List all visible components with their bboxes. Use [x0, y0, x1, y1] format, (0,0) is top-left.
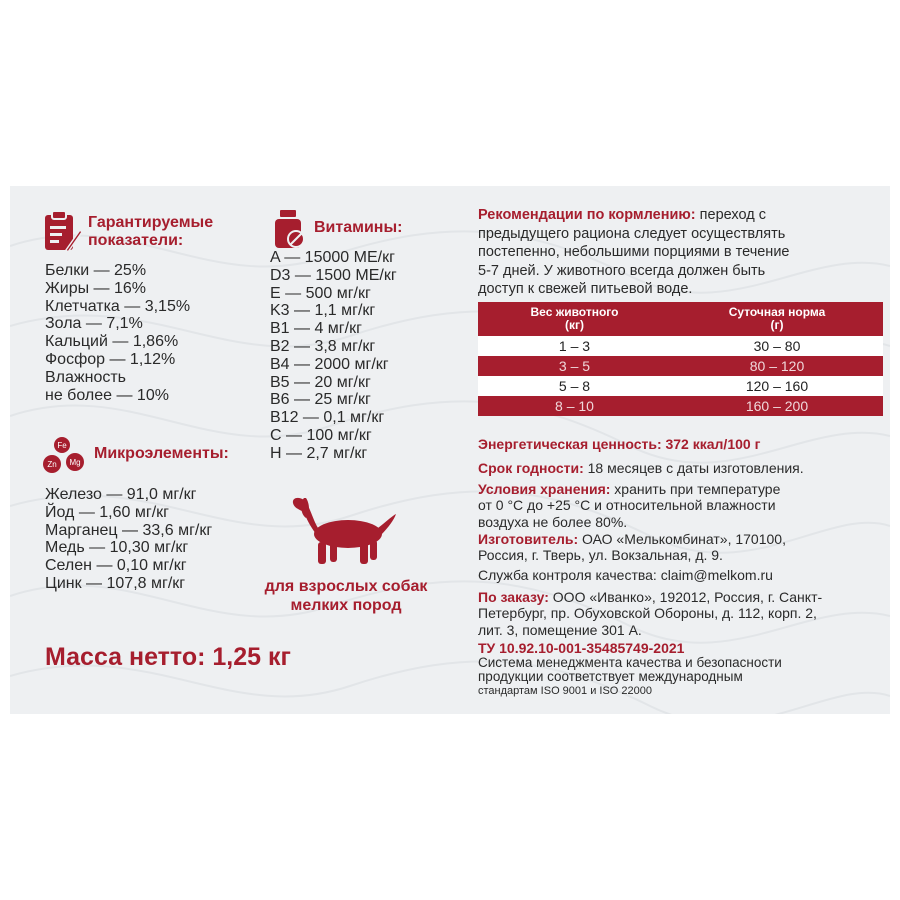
guaranteed-list — [45, 262, 190, 404]
list-item: A — 15000 МЕ/кг — [270, 249, 395, 266]
header-text: Вес животного — [530, 305, 619, 319]
system-line: стандартам ISO 9001 и ISO 22000 — [478, 685, 652, 697]
feeding-recommendations — [478, 206, 888, 299]
net-weight: Масса нетто: 1,25 кг — [45, 643, 291, 671]
vitamins-title: Витамины: — [314, 219, 403, 236]
storage-text: хранить при температуре — [614, 481, 781, 497]
order-line: Петербург, пр. Обуховской Обороны, д. 112, корп. 2, — [478, 605, 817, 622]
storage-label: Условия хранения: — [478, 481, 611, 497]
list-item: B5 — 20 мг/кг — [270, 373, 371, 391]
list-item: Кальций — 1,86% — [45, 333, 179, 351]
table-cell: 80 – 120 — [671, 356, 883, 376]
shelf-text: 18 месяцев с даты изготовления. — [587, 460, 804, 476]
clipboard-pencil-icon — [42, 210, 82, 254]
feeding-title: Рекомендации по кормлению: — [478, 207, 696, 223]
table-cell: 1 – 3 — [478, 336, 671, 356]
guaranteed-title-line: показатели: — [88, 232, 184, 249]
table-row — [478, 356, 883, 376]
list-item: B2 — 3,8 мг/кг — [270, 337, 376, 355]
storage-conditions — [478, 481, 886, 530]
list-item: Клетчатка — 3,15% — [45, 297, 191, 315]
feeding-line: предыдущего рациона следует осуществлять — [478, 225, 786, 242]
header-text: Суточная норма — [728, 305, 826, 319]
storage-line — [478, 481, 886, 497]
dog-caption-line: мелких пород — [290, 597, 402, 614]
dog-caption-line: для взрослых собак — [264, 578, 428, 595]
table-cell: 3 – 5 — [478, 356, 671, 376]
feeding-table — [478, 302, 883, 416]
list-item: Селен — 0,10 мг/кг — [45, 557, 187, 575]
order-label: По заказу: — [478, 589, 549, 605]
table-cell: 30 – 80 — [671, 336, 883, 356]
list-item: Железо — 91,0 мг/кг — [45, 486, 197, 503]
system-line: Система менеджмента качества и безопасности — [478, 655, 782, 670]
list-item: C — 100 мг/кг — [270, 426, 372, 444]
list-item: Зола — 7,1% — [45, 315, 143, 333]
list-item: K3 — 1,1 мг/кг — [270, 302, 376, 320]
table-row — [478, 376, 883, 396]
vitamin-bottle-icon — [272, 209, 308, 249]
list-item: D3 — 1500 МЕ/кг — [270, 266, 397, 284]
microelements-icon — [42, 436, 88, 476]
list-item: Йод — 1,60 мг/кг — [45, 503, 169, 521]
ordered-by — [478, 589, 822, 638]
maker-text: ОАО «Мелькомбинат», 170100, — [582, 531, 786, 547]
energy-value: Энергетическая ценность: 372 ккал/100 г — [478, 436, 761, 452]
microelements-title: Микроэлементы: — [94, 445, 229, 462]
header-unit: (г) — [770, 318, 784, 332]
list-item: Влажность — [45, 368, 127, 386]
guaranteed-title — [88, 214, 213, 250]
mg-label: Mg — [69, 458, 81, 467]
table-row — [478, 396, 883, 416]
order-text: ООО «Иванко», 192012, Россия, г. Санкт- — [552, 589, 823, 605]
order-line: лит. 3, помещение 301 А. — [478, 621, 642, 638]
list-item: не более — 10% — [45, 386, 169, 404]
vitamins-list — [270, 249, 397, 463]
table-header-row — [478, 302, 883, 336]
list-item: B12 — 0,1 мг/кг — [270, 409, 385, 427]
zn-label: Zn — [47, 460, 57, 469]
maker-label: Изготовитель: — [478, 531, 579, 547]
table-row — [478, 336, 883, 356]
list-item: H — 2,7 мг/кг — [270, 444, 368, 462]
quality-contact: Служба контроля качества: claim@melkom.ru — [478, 567, 773, 583]
feeding-line: 5-7 дней. У животного всегда должен быть — [478, 262, 766, 279]
list-item: Жиры — 16% — [45, 279, 147, 297]
list-item: B1 — 4 мг/кг — [270, 320, 362, 338]
feeding-line — [478, 206, 888, 225]
table-cell: 160 – 200 — [671, 396, 883, 416]
feeding-line: постепенно, небольшими порциями в течение — [478, 244, 790, 260]
shelf-label: Срок годности: — [478, 460, 584, 476]
maker-line: Россия, г. Тверь, ул. Вокзальная, д. 9. — [478, 547, 723, 564]
storage-line: воздуха не более 80%. — [478, 513, 628, 530]
table-cell: 5 – 8 — [478, 376, 671, 396]
list-item: Фосфор — 1,12% — [45, 350, 176, 368]
system-line: продукции соответствует международным — [478, 669, 743, 684]
dachshund-icon — [290, 488, 400, 570]
header-unit: (кг) — [565, 318, 584, 332]
guaranteed-title-line: Гарантируемые — [88, 214, 214, 231]
order-line — [478, 589, 822, 605]
maker-line — [478, 531, 786, 547]
microelements-list — [45, 486, 212, 593]
quality-system — [478, 656, 782, 698]
dog-caption — [232, 577, 460, 615]
header-daily-norm — [671, 302, 883, 336]
list-item: B6 — 25 мг/кг — [270, 391, 371, 409]
list-item: Белки — 25% — [45, 262, 147, 279]
header-weight — [478, 302, 671, 336]
shelf-life — [478, 460, 804, 476]
list-item: Цинк — 107,8 мг/кг — [45, 574, 186, 592]
list-item: Медь — 10,30 мг/кг — [45, 539, 189, 557]
manufacturer — [478, 531, 786, 564]
feeding-text: переход с — [699, 207, 766, 223]
tech-spec: ТУ 10.92.10-001-35485749-2021 — [478, 640, 685, 656]
feeding-line: доступ к свежей питьевой воде. — [478, 281, 693, 297]
table-cell: 120 – 160 — [671, 376, 883, 396]
list-item: E — 500 мг/кг — [270, 284, 371, 302]
table-cell: 8 – 10 — [478, 396, 671, 416]
list-item: B4 — 2000 мг/кг — [270, 355, 389, 373]
storage-line: от 0 °С до +25 °С и относительной влажности — [478, 497, 776, 514]
fe-label: Fe — [57, 441, 67, 450]
list-item: Марганец — 33,6 мг/кг — [45, 521, 213, 539]
